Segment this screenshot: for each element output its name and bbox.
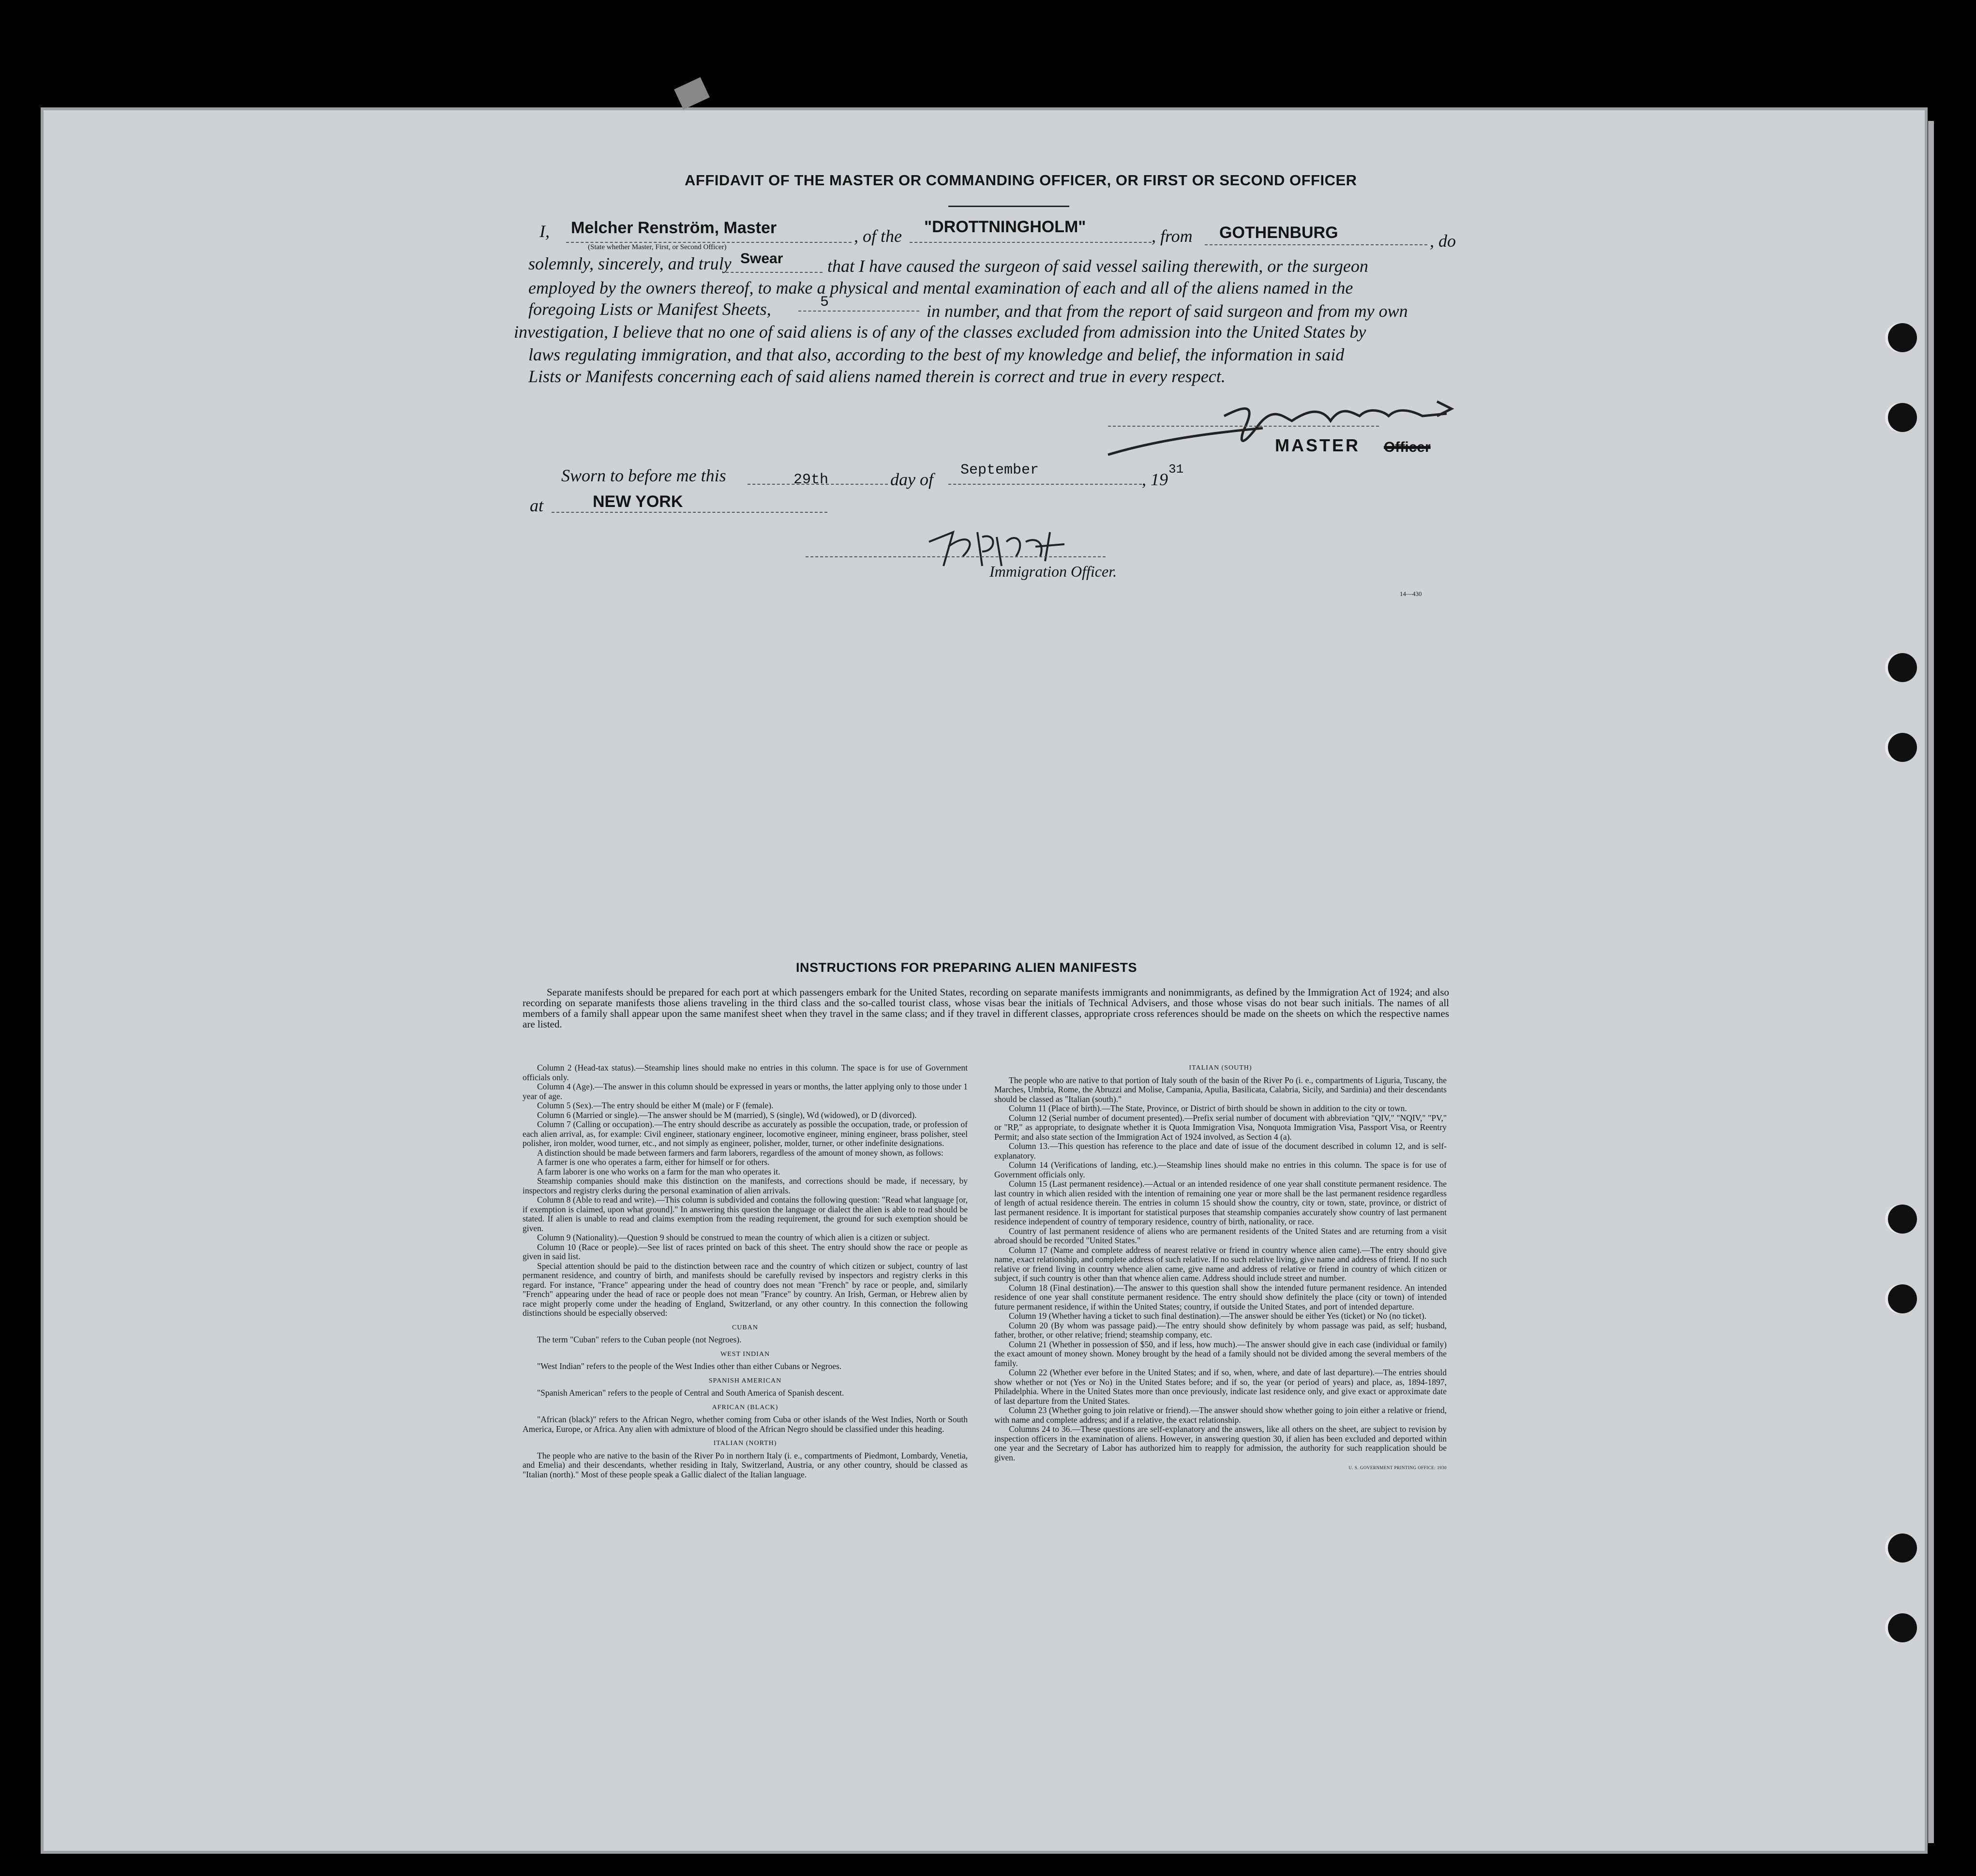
right-paragraph: Column 18 (Final destination).—The answer to this question shall show the intended future permanent residence. An intended residence of one year shall constitute permanent residence. The entry should show definitely the place (city or town) of intended future permanent residence, if within the United States; country, if outside the United States, and port of intended departure. [994, 1282, 1447, 1311]
sworn-place: NEW YORK [593, 492, 683, 511]
affidavit-line4a: foregoing Lists or Manifest Sheets, [528, 299, 771, 319]
place-line [552, 512, 827, 513]
african-heading: AFRICAN (BLACK) [712, 1403, 778, 1411]
right-paragraph: Columns 24 to 36.—These questions are self-explanatory and the answers, like all others on the sheet, are subject to revision by inspection officers in the examination of aliens. However, in answering question 30, if alien has been excluded and deported within one year and the Secretary of Labor has authorized him to reapply for admission, the authority for such reapplication should be given. [994, 1424, 1447, 1462]
sheet-edge [1928, 121, 1934, 1843]
binder-hole [1888, 323, 1917, 352]
master-signature [1098, 387, 1466, 469]
right-paragraph: Column 13.—This question has reference to the place and date of issue of the document described in column 12, and is self-explanatory. [994, 1141, 1447, 1161]
month-line [948, 484, 1142, 485]
day-of-label: day of [890, 470, 933, 489]
sworn-year: 31 [1168, 462, 1184, 476]
affidavit-line6: laws regulating immigration, and that also, according to the best of my knowledge and belief, the information in said [528, 345, 1345, 364]
port-name: GOTHENBURG [1219, 223, 1338, 242]
at-label: at [530, 496, 544, 515]
affidavit-line7: Lists or Manifests concerning each of said aliens named therein is correct and true in every respect. [528, 367, 1226, 386]
african-text: "African (black)" refers to the African Negro, whether coming from Cuba or other islands of the West Indies, North or South America, Europe, or Africa. Any alien with admixture of blood of the African Negro should be classified under this heading. [523, 1414, 968, 1434]
oath-word: Swear [740, 251, 783, 267]
left-paragraph: A farmer is one who operates a farm, either for himself or for others. [537, 1157, 770, 1167]
sheet-count-line [798, 311, 919, 312]
italian-north-heading: ITALIAN (NORTH) [713, 1440, 777, 1447]
i-label: I, [539, 222, 550, 241]
binder-hole [1888, 1534, 1917, 1563]
binder-hole [1888, 733, 1917, 762]
affidavit-line2b: that I have caused the surgeon of said vessel sailing therewith, or the surgeon [827, 256, 1368, 276]
italian-north-text: The people who are native to the basin of the River Po in northern Italy (i. e., compartments of Piedmont, Lombardy, Venetia, and Emelia) and their descendants, whether residing in Italy, Switzerland, Austria, or any other country, should be classed as "Italian (north)." Most of these people speak a Gallic dialect of the Italian language. [523, 1450, 968, 1479]
oath-line [726, 272, 823, 273]
affidavit-line2a: solemnly, sincerely, and truly [528, 254, 732, 273]
officer-label: Immigration Officer. [989, 563, 1117, 580]
sworn-month: September [960, 462, 1039, 478]
master-name: Melcher Renström, Master [571, 219, 777, 237]
right-paragraph: Column 17 (Name and complete address of nearest relative or friend in country whence alien came).—The entry should give name, exact relationship, and complete address of such relative. If no such relative living, give name and address of friend. If no such relative or friend living in country whence alien came, give name and address of relative or friend in country of which citizen or subject, if such country is other than that whence alien came. Address should include street and number. [994, 1245, 1447, 1283]
left-paragraph: Column 2 (Head-tax status).—Steamship lines should make no entries in this column. The space is for use of Government officials only. [523, 1063, 968, 1082]
binder-hole [1888, 1613, 1917, 1642]
title-rule [948, 206, 1069, 207]
officer-line [806, 556, 1106, 557]
signature-line [1108, 426, 1379, 427]
instructions-right-column [994, 1063, 1447, 1473]
cuban-heading: CUBAN [732, 1324, 758, 1331]
binder-hole [1888, 1284, 1917, 1313]
paper-clip [674, 77, 710, 109]
cuban-text: The term "Cuban" refers to the Cuban people (not Negroes). [537, 1335, 742, 1344]
year-prefix: , 19 [1142, 470, 1168, 489]
left-paragraph: Column 10 (Race or people).—See list of races printed on back of this sheet. The entry should show the race or people as given in said list. [523, 1242, 968, 1261]
do-label: , do [1430, 231, 1456, 251]
port-line [1205, 244, 1427, 245]
right-paragraph: The people who are native to that portion of Italy south of the basin of the River Po (i. e., compartments of Liguria, Tuscany, the Marches, Umbria, Rome, the Abruzzi and Molise, Campania, Apulia, Basilicata, Calabria, Sicily, and Sardinia) and their descendants should be classed as "Italian (south)." [994, 1075, 1447, 1104]
left-paragraph: Column 4 (Age).—The answer in this column should be expressed in years or months, the latter applying only to those under 1 year of age. [523, 1082, 968, 1101]
sworn-day: 29th [793, 472, 829, 488]
spanish-american-text: "Spanish American" refers to the people of Central and South America of Spanish descent. [537, 1388, 844, 1398]
left-paragraph: Special attention should be paid to the distinction between race and the country of which citizen or subject, country of last permanent residence, and country of birth, and manifests should be carefully revised by inspectors and registry clerks in this regard. For instance, "France" appearing under the head of country does not mean "French" by race or people, and, similarly "French" appearing under the head of race or people does not mean "France" by country. An Irish, German, or Hebrew alien by race might properly come under the heading of England, Switzerland, or any other country. In this connection the following distinctions should be especially observed: [523, 1261, 968, 1318]
master-title: MASTER [1275, 435, 1360, 455]
left-paragraph: Column 9 (Nationality).—Question 9 should be construed to mean the country of which alien is a citizen or subject. [537, 1233, 930, 1242]
left-paragraph: Column 7 (Calling or occupation).—The entry should describe as accurately as possible the occupation, trade, or profession of each alien arrival, as, for example: Civil engineer, stationary engineer, locomotive engineer, mining engineer, brass polisher, steel polisher, iron molder, wood turner, etc., and not simply as engineer, polisher, molder, turner, or other indefinite designations. [523, 1119, 968, 1148]
right-paragraph: Country of last permanent residence of aliens who are permanent residents of the United States and are returning from a visit abroad should be recorded "United States." [994, 1226, 1447, 1245]
sworn-label: Sworn to before me this [561, 466, 726, 485]
right-paragraph: Column 15 (Last permanent residence).—Actual or an intended residence of one year shall constitute permanent residence. The last country in which alien resided with the intention of remaining one year or more shall be the last permanent residence regardless of length of actual residence therein. The entries in column 15 should show the country, city or town, state, province, or district of last permanent residence. It is important for statistical purposes that steamship companies accurately show country of last permanent residence independent of country of temporary residence, country of birth, nationality, or race. [994, 1179, 1447, 1226]
right-paragraph: Column 12 (Serial number of document presented).—Prefix serial number of document with abbreviation "QIV," "NQIV," "PV," or "RP," as appropriate, to designate whether it is Quota Immigration Visa, Nonquota Immigration Visa, Passport Visa, or Reentry Permit; and also state section of the Immigration Act of 1924 involved, as Section 4 (a). [994, 1113, 1447, 1142]
binder-hole [1888, 1205, 1917, 1234]
right-paragraph: Column 19 (Whether having a ticket to such final destination).—The answer should be either Yes (ticket) or No (no ticket). [1009, 1311, 1427, 1321]
of-the-label: , of the [854, 226, 902, 246]
master-name-sub: (State whether Master, First, or Second Officer) [588, 243, 727, 251]
left-paragraph: Column 5 (Sex).—The entry should be either M (male) or F (female). [537, 1101, 774, 1110]
affidavit-line5: investigation, I believe that no one of said aliens is of any of the classes excluded from admission into the United States by [514, 322, 1366, 342]
form-number: 14—430 [1400, 590, 1422, 597]
binder-hole [1888, 403, 1917, 432]
affidavit-line4b: in number, and that from the report of said surgeon and from my own [927, 301, 1408, 321]
ship-line [910, 242, 1152, 243]
right-paragraph: Column 22 (Whether ever before in the United States; and if so, when, where, and date of last departure).—The entries should show whether or not (Yes or No) in the United States before; and if so, the year (or period of years) and place, as, 1894-1897, Philadelphia. Where in the United States more than once previously, indicate last residence only, and give exact or approximate date of last departure from the United States. [994, 1368, 1447, 1406]
left-paragraph: A farm laborer is one who works on a farm for the man who operates it. [537, 1166, 780, 1176]
master-name-line [566, 242, 852, 243]
sheet-count: 5 [820, 294, 829, 311]
right-paragraph: Column 23 (Whether going to join relative or friend).—The answer should show whether going to join either a relative or friend, with name and complete address; and if a relative, the exact relationship. [994, 1405, 1447, 1425]
right-paragraph: Column 11 (Place of birth).—The State, Province, or District of birth should be shown in addition to the city or town. [1009, 1103, 1407, 1113]
right-paragraph: Column 21 (Whether in possession of $50, and if less, how much).—The answer should give in each case (individual or family) the exact amount of money shown. Money brought by the head of a family should not be divided among the several members of the family. [994, 1339, 1447, 1368]
affidavit-title: AFFIDAVIT OF THE MASTER OR COMMANDING OFFICER, OR FIRST OR SECOND OFFICER [685, 172, 1357, 189]
left-paragraph: Column 8 (Able to read and write).—This column is subdivided and contains the following question: "Read what language [or, if exemption is claimed, upon what ground]." In answering this question the language or dialect the alien is able to read should be stated. If alien is unable to read and claims exemption from the reading requirement, the ground for such exemption should be given. [523, 1195, 968, 1233]
spanish-american-heading: SPANISH AMERICAN [708, 1377, 782, 1385]
italian-south-heading: ITALIAN (SOUTH) [1189, 1064, 1252, 1072]
right-paragraph: Column 20 (By whom was passage paid).—The entry should show definitely by whom passage was paid, as self; husband, father, brother, or other relative; friend; steamship company, etc. [994, 1320, 1447, 1340]
affidavit-line3: employed by the owners thereof, to make a physical and mental examination of each and all of the aliens named in the [528, 278, 1353, 298]
left-paragraph: A distinction should be made between farmers and farm laborers, regardless of the amount of money shown, as follows: [537, 1147, 943, 1158]
left-paragraph: Column 6 (Married or single).—The answer should be M (married), S (single), Wd (widowed), or D (divorced). [537, 1110, 917, 1120]
left-paragraph: Steamship companies should make this distinction on the manifests, and corrections should be made, if necessary, by inspectors and registry clerks during the personal examination of alien arrivals. [523, 1176, 968, 1195]
from-label: , from [1152, 226, 1193, 246]
struck-officer: Officer [1384, 439, 1431, 455]
instructions-title: INSTRUCTIONS FOR PREPARING ALIEN MANIFESTS [796, 960, 1138, 975]
west-indian-text: "West Indian" refers to the people of the West Indies other than either Cubans or Negroes. [537, 1361, 842, 1371]
ship-name: "DROTTNINGHOLM" [924, 218, 1086, 236]
instructions-intro: Separate manifests should be prepared for each port at which passengers embark for the United States, recording on separate manifests immigrants and nonimmigrants, as defined by the Immigration Act of 1924; and also recording on separate manifests those aliens traveling in the third class and the so-called tourist class, whose visas bear the initials of Technical Advisers, and those whose visas do not bear such initials. The names of all members of a family shall appear upon the same manifest sheet when they travel in the same class; and if they travel in different classes, appropriate cross references should be made on the sheets on which the respective names are listed. [523, 986, 1449, 1030]
west-indian-heading: WEST INDIAN [720, 1350, 770, 1358]
instructions-left-column [523, 1063, 968, 1479]
binder-hole [1888, 653, 1917, 682]
right-paragraph: Column 14 (Verifications of landing, etc.).—Steamship lines should make no entries in this column. The space is for use of Government officials only. [994, 1160, 1447, 1179]
printer-imprint: U. S. GOVERNMENT PRINTING OFFICE: 1930 [1348, 1465, 1447, 1470]
